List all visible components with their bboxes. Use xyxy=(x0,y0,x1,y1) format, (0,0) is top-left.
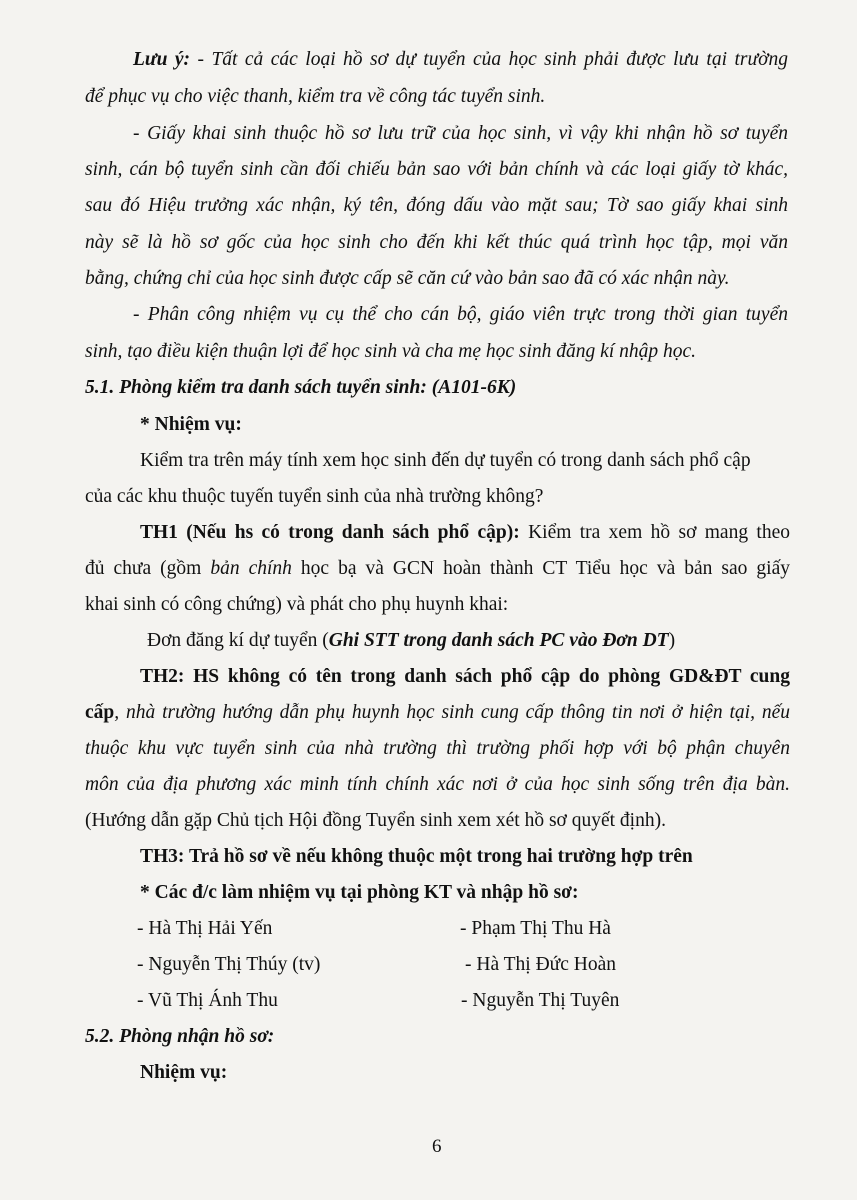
staff-member: - Nguyễn Thị Tuyên xyxy=(461,990,620,1011)
th1-text-b: bản chính xyxy=(210,558,292,579)
note-line-2: để phục vụ cho việc thanh, kiểm tra về công tác tuyển sinh. xyxy=(85,86,546,107)
th2-line-2 xyxy=(85,700,790,726)
section-5-1-task-label: * Nhiệm vụ: xyxy=(140,414,242,435)
note-line-9: sinh, tạo điều kiện thuận lợi để học sinh và cha mẹ học sinh đăng kí nhập học. xyxy=(85,341,697,362)
note-line-8: - Phân công nhiệm vụ cụ thể cho cán bộ, giáo viên trực trong thời gian tuyển xyxy=(133,304,788,325)
th2-line-5: (Hướng dẫn gặp Chủ tịch Hội đồng Tuyển sinh xem xét hồ sơ quyết định). xyxy=(85,810,666,831)
note-line-6: này sẽ là hồ sơ gốc của học sinh cho đến khi kết thúc quá trình học tập, mọi văn xyxy=(85,232,788,253)
th2-line-1: TH2: HS không có tên trong danh sách phổ cập do phòng GD&ĐT cung xyxy=(140,666,790,687)
form-text-c: ) xyxy=(668,630,676,651)
section-5-2-task-label: Nhiệm vụ: xyxy=(140,1062,228,1083)
th2-text-b: , nhà trường hướng dẫn phụ huynh học sinh cung cấp thông tin nơi ở hiện tại, nếu xyxy=(114,702,790,723)
form-line xyxy=(147,628,675,654)
staff-member: - Phạm Thị Thu Hà xyxy=(460,918,611,939)
note-line-5: sau đó Hiệu trưởng xác nhận, ký tên, đóng dấu vào mặt sau; Tờ sao giấy khai sinh xyxy=(85,195,788,216)
th1-text: Kiểm tra xem hồ sơ mang theo xyxy=(519,522,791,543)
th2-text-a: cấp xyxy=(85,702,115,723)
note-label: Lưu ý: xyxy=(133,49,191,70)
staff-heading: * Các đ/c làm nhiệm vụ tại phòng KT và nhập hồ sơ: xyxy=(140,882,579,903)
th2-line-4: môn của địa phương xác minh tính chính xác nơi ở của học sinh sống trên địa bàn. xyxy=(85,774,790,795)
task-line-2: của các khu thuộc tuyến tuyển sinh của nhà trường không? xyxy=(85,486,544,507)
th1-line-3: khai sinh có công chứng) và phát cho phụ huynh khai: xyxy=(85,594,509,615)
note-line-4: sinh, cán bộ tuyển sinh cần đối chiếu bản sao với bản chính và các loại giấy tờ khác, xyxy=(85,159,788,180)
note-text: - Tất cả các loại hồ sơ dự tuyển của học sinh phải được lưu tại trường xyxy=(190,49,788,70)
staff-member: - Hà Thị Hải Yến xyxy=(137,918,273,939)
section-5-1-heading: 5.1. Phòng kiểm tra danh sách tuyển sinh: (A101-6K) xyxy=(85,377,517,398)
th1-text-a: đủ chưa (gồm xyxy=(85,558,211,579)
task-line-1: Kiểm tra trên máy tính xem học sinh đến dự tuyển có trong danh sách phổ cập xyxy=(140,450,751,471)
staff-member: - Nguyễn Thị Thúy (tv) xyxy=(137,954,321,975)
form-text-a: Đơn đăng kí dự tuyển ( xyxy=(147,630,329,651)
page-number: 6 xyxy=(432,1136,442,1157)
section-5-2-heading: 5.2. Phòng nhận hồ sơ: xyxy=(85,1026,275,1047)
note-line-7: bằng, chứng chỉ của học sinh được cấp sẽ căn cứ vào bản sao đã có xác nhận này. xyxy=(85,268,730,289)
th1-line-2 xyxy=(85,556,790,582)
th1-label: TH1 (Nếu hs có trong danh sách phổ cập): xyxy=(140,522,520,543)
th1-text-c: học bạ và GCN hoàn thành CT Tiểu học và bản sao giấy xyxy=(291,558,790,579)
th3-line: TH3: Trả hồ sơ về nếu không thuộc một trong hai trường hợp trên xyxy=(140,846,693,867)
note-line-1 xyxy=(133,47,788,73)
staff-member: - Hà Thị Đức Hoàn xyxy=(465,954,617,975)
note-line-3: - Giấy khai sinh thuộc hồ sơ lưu trữ của học sinh, vì vậy khi nhận hồ sơ tuyển xyxy=(133,123,788,144)
staff-member: - Vũ Thị Ánh Thu xyxy=(137,990,278,1011)
th1-line-1 xyxy=(140,520,790,546)
form-text-b: Ghi STT trong danh sách PC vào Đơn DT xyxy=(328,630,669,651)
th2-line-3: thuộc khu vực tuyển sinh của nhà trường thì trường phối hợp với bộ phận chuyên xyxy=(85,738,790,759)
